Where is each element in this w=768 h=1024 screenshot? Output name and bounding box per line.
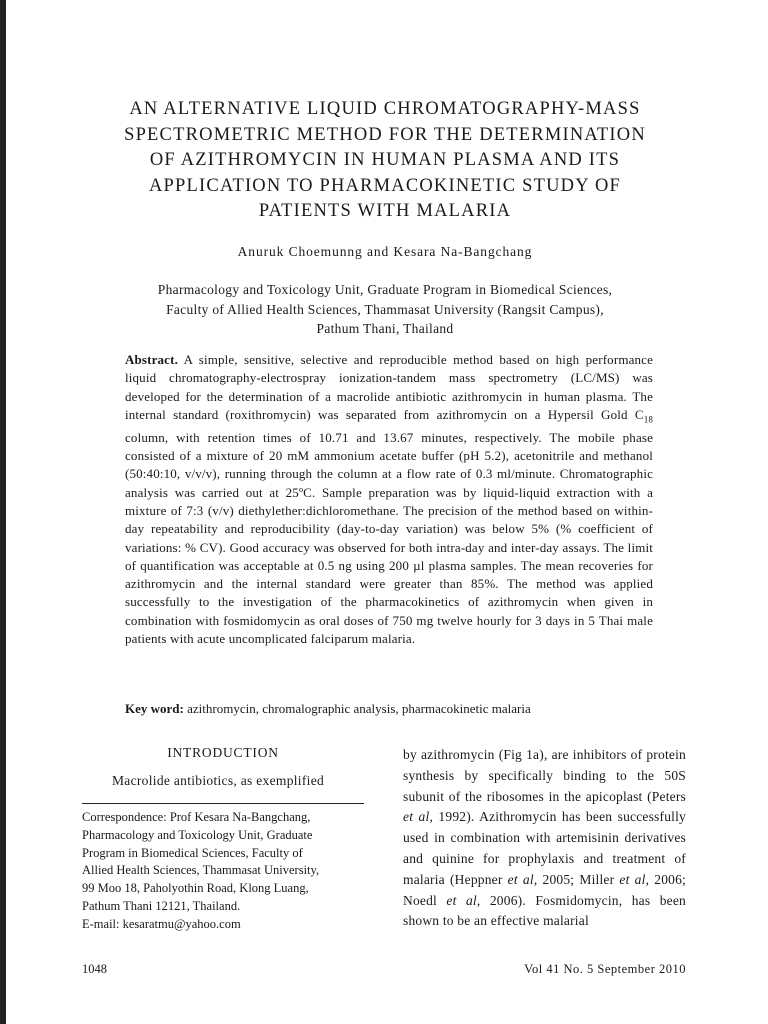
correspondence-email: E-mail: kesaratmu@yahoo.com: [82, 916, 241, 931]
title-line: OF AZITHROMYCIN IN HUMAN PLASMA AND ITS: [149, 150, 621, 170]
keyword-label: Key word:: [125, 701, 184, 716]
title-line: AN ALTERNATIVE LIQUID CHROMATOGRAPHY-MASS: [129, 99, 641, 119]
abstract: [125, 351, 653, 648]
body-text: by azithromycin (Fig 1a), are inhibitors of protein synthesis by specifically binding to the 50S subunit of the ribosomes in the apicoplast (Peters: [403, 747, 686, 804]
correspondence-line: Program in Biomedical Sciences, Faculty of: [82, 845, 303, 860]
et-al: et al: [403, 809, 430, 825]
introduction-text: Macrolide antibiotics, as exemplified: [112, 773, 325, 788]
correspondence-line: Pathum Thani 12121, Thailand.: [82, 898, 241, 913]
journal-info: Vol 41 No. 5 September 2010: [524, 962, 686, 976]
body-text: , 2006). Fosmidomycin, has been shown to be an effective malarial: [403, 892, 686, 929]
body-text: , 2005; Miller: [533, 871, 620, 887]
affiliation-line: Pathum Thani, Thailand: [316, 321, 454, 336]
abstract-subscript: 18: [643, 414, 653, 425]
et-al: et al: [619, 871, 646, 887]
correspondence: [82, 809, 368, 934]
page-number: 1048: [82, 962, 107, 976]
footnote-divider: [82, 803, 364, 804]
affiliation-line: Faculty of Allied Health Sciences, Thammasat University (Rangsit Campus),: [166, 301, 604, 317]
correspondence-line: Pharmacology and Toxicology Unit, Graduate: [82, 827, 313, 842]
keyword-text: azithromycin, chromalographic analysis, pharmacokinetic malaria: [183, 701, 531, 716]
affiliation: [80, 280, 690, 339]
page-edge: [0, 0, 6, 1024]
title-line: SPECTROMETRIC METHOD FOR THE DETERMINATION: [124, 124, 646, 145]
title-line: PATIENTS WITH MALARIA: [258, 201, 512, 221]
body-text: , 2006; Noedl: [403, 871, 687, 908]
abstract-label: Abstract.: [125, 352, 178, 367]
correspondence-line: 99 Moo 18, Paholyothin Road, Klong Luang,: [82, 881, 309, 896]
introduction-heading: INTRODUCTION: [167, 745, 279, 760]
article-title: [80, 97, 690, 225]
abstract-text: A simple, sensitive, selective and reproducible method based on high performance liquid chromatography-electrospray ionization-tandem mass spectrometry (LC/MS) was developed for the determination of a macrolide antibiotic azithromycin in human plasma. The internal standard (roxithromycin) was separated from azithromycin on a Hypersil Gold C: [125, 352, 653, 422]
authors: Anuruk Choemunng and Kesara Na-Bangchang: [237, 244, 533, 259]
abstract-text-cont: column, with retention times of 10.71 and 13.67 minutes, respectively. The mobile phase consisted of a mixture of 20 mM ammonium acetate buffer (pH 5.2), acetonitrile and methanol (50:40:10, v/v/v), running through the column at a flow rate of 0.3 ml/minute. Chromatographic analysis was carried out at 25ºC. Sample preparation was by liquid-liquid extraction with a mixture of 7:3 (v/v) diethylether:dichloromethane. The precision of the method based on within-day repeatability and reproducibility (day-to-day variation) was below 5% (% coefficient of variations: % CV). Good accuracy was observed for both intra-day and inter-day assays. The limit of quantification was acceptable at 0.5 ng using 200 µl plasma samples. The mean recoveries for azithromycin and the internal standard were greater than 85%. The method was applied successfully to the investigation of the pharmacokinetics of azithromycin when given in combination with fosmidomycin as oral doses of 750 mg twelve hourly for 3 days in 5 Thai male patients with acute uncomplicated falciparum malaria.: [125, 429, 653, 647]
et-al: et al: [446, 892, 477, 908]
correspondence-line: Correspondence: Prof Kesara Na-Bangchang,: [82, 810, 311, 824]
et-al: et al: [507, 871, 534, 887]
title-line: APPLICATION TO PHARMACOKINETIC STUDY OF: [149, 175, 621, 196]
body-text: , 1992). Azithromycin has been successfully used in combination with artemisinin derivatives and quinine for prophylaxis and treatment of malaria (Heppner: [403, 809, 687, 887]
correspondence-line: Allied Health Sciences, Thammasat University,: [82, 863, 320, 878]
keywords: [125, 700, 685, 718]
affiliation-line: Pharmacology and Toxicology Unit, Graduate Program in Biomedical Sciences,: [157, 282, 613, 297]
right-column-text: [403, 745, 686, 932]
